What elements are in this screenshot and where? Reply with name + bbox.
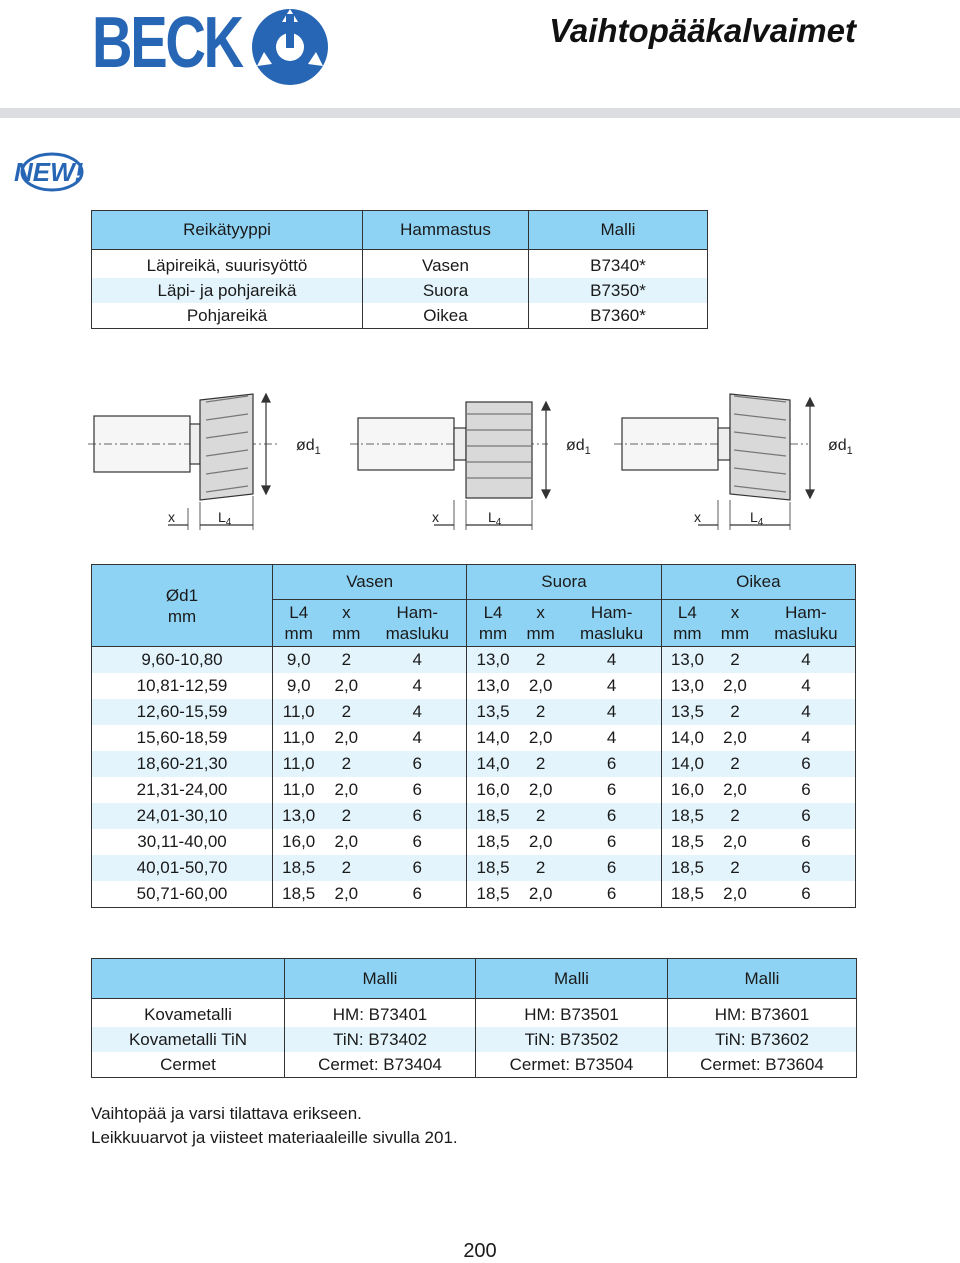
sub-header-teeth: Ham- masluku [563, 600, 662, 647]
table-cell: 11,0 [273, 699, 325, 725]
table-cell: 2,0 [528, 728, 553, 747]
table-cell: HM: B73501 [476, 999, 668, 1028]
table-row [92, 1052, 857, 1078]
table-cell: 6 [412, 832, 422, 851]
diameter-label-2: $ød_1$ [566, 437, 591, 457]
table-cell: 16,0 [467, 777, 519, 803]
diameter-header-line2: mm [167, 606, 197, 626]
table-cell: 2 [519, 699, 563, 725]
table-cell: 4 [606, 728, 617, 747]
table-cell: 6 [368, 803, 467, 829]
table-cell: Cermet [160, 1054, 216, 1074]
table-cell: 2,0 [334, 728, 359, 747]
table-row [92, 777, 856, 803]
diameter-label-1: $ød_1$ [296, 437, 321, 457]
footnote: Leikkuuarvot ja viisteet materiaaleille sivulla 201. [91, 1128, 458, 1147]
footnote: Vaihtopää ja varsi tilattava erikseen. [91, 1104, 362, 1123]
table-cell: 13,0 [467, 647, 519, 674]
table-cell: Suora [363, 278, 529, 303]
table-cell: 13,0 [661, 647, 713, 674]
diameter-header [92, 565, 273, 647]
table-cell: Kovametalli TiN [92, 1027, 285, 1052]
diameter-range-cell: 21,31-24,00 [136, 780, 228, 799]
table-cell: 2 [713, 699, 757, 725]
l4-label-2: $L_4$ [488, 509, 502, 528]
table-cell: 14,0 [661, 725, 713, 751]
drawing-right-hand [614, 394, 814, 530]
diameter-range-cell: 12,60-15,59 [92, 699, 273, 725]
table-cell: 6 [606, 780, 617, 799]
table-cell: 13,0 [273, 803, 325, 829]
table-cell: 18,5 [661, 855, 713, 881]
table-cell: 18,5 [661, 803, 713, 829]
diameter-range-cell: 24,01-30,10 [92, 803, 273, 829]
table-cell: TiN: B73502 [476, 1027, 668, 1052]
l4-label-1: $L_4$ [218, 509, 232, 528]
table-header [92, 959, 285, 999]
diameter-range-cell: 15,60-18,59 [136, 728, 228, 747]
table-cell: 2,0 [723, 728, 747, 747]
table-cell: 4 [757, 647, 856, 674]
table-cell: 2,0 [528, 832, 553, 851]
diameter-range-cell: 30,11-40,00 [137, 832, 227, 851]
hole-type-table [91, 210, 708, 329]
table-cell: 2,0 [334, 884, 359, 903]
table-cell: 13,5 [661, 699, 713, 725]
table-header: Hammastus [363, 211, 529, 250]
table-cell: Läpireikä, suurisyöttö [92, 250, 363, 279]
table-cell: 6 [757, 751, 856, 777]
x-label-1: x [168, 509, 175, 525]
table-cell: Pohjareikä [92, 303, 363, 329]
table-cell: 9,0 [273, 647, 325, 674]
table-row [92, 999, 857, 1028]
group-header-vasen: Vasen [273, 565, 467, 600]
table-cell: 18,5 [467, 829, 519, 855]
table-row [92, 673, 856, 699]
table-header: Malli [476, 959, 668, 999]
diameter-header-line1: Ød1 [165, 585, 199, 605]
table-row [92, 699, 856, 725]
table-cell: 14,0 [661, 751, 713, 777]
table-cell: 6 [412, 884, 422, 903]
brand-logo-text: BECK [92, 3, 242, 83]
sub-header-teeth: Ham- masluku [368, 600, 467, 647]
table-cell: 2 [713, 803, 757, 829]
sub-header-l4: L4 mm [273, 600, 325, 647]
table-header: Malli [285, 959, 476, 999]
table-row [92, 855, 856, 881]
drawing-straight [350, 402, 550, 530]
table-cell: 2 [324, 803, 368, 829]
table-row [92, 751, 856, 777]
table-cell: 2 [519, 803, 563, 829]
table-cell: 18,5 [273, 855, 325, 881]
table-cell: 4 [801, 676, 811, 695]
table-cell: 2,0 [334, 780, 359, 799]
table-cell: 18,5 [467, 881, 519, 908]
table-cell: 14,0 [467, 751, 519, 777]
table-cell: 6 [563, 751, 662, 777]
table-cell: 4 [801, 728, 811, 747]
table-header: Malli [529, 211, 708, 250]
table-header: Reikätyyppi [92, 211, 363, 250]
dimensions-table [91, 564, 856, 908]
table-cell: 6 [368, 855, 467, 881]
table-cell: 2 [324, 855, 368, 881]
table-cell: 6 [563, 803, 662, 829]
page-title: Vaihtopääkalvaimet [549, 12, 856, 49]
table-cell: 18,5 [467, 855, 519, 881]
table-row [92, 803, 856, 829]
x-label-3: x [694, 509, 701, 525]
table-cell: HM: B73601 [668, 999, 857, 1028]
table-cell: 4 [563, 647, 662, 674]
reamer-drawings [88, 380, 868, 540]
table-cell: 2,0 [528, 780, 553, 799]
table-cell: 2 [519, 855, 563, 881]
table-cell: 2 [713, 751, 757, 777]
dimensions-table-body [92, 647, 856, 908]
sub-header-x: x mm [713, 600, 757, 647]
diameter-range-cell: 18,60-21,30 [92, 751, 273, 777]
table-row [92, 303, 708, 329]
table-cell: 2,0 [723, 832, 747, 851]
table-cell: 4 [563, 699, 662, 725]
table-cell: B7340* [529, 250, 708, 279]
table-cell: Kovametalli [144, 1004, 232, 1024]
table-cell: 2 [713, 855, 757, 881]
page-number: 200 [463, 1240, 497, 1262]
table-cell: 2,0 [723, 884, 747, 903]
diameter-range-cell: 50,71-60,00 [136, 884, 228, 903]
table-cell: 4 [412, 728, 422, 747]
sub-header-x: x mm [519, 600, 563, 647]
diameter-range-cell: 40,01-50,70 [92, 855, 273, 881]
table-cell: TiN: B73602 [668, 1027, 857, 1052]
table-cell: 2,0 [528, 676, 553, 695]
table-row [92, 881, 856, 908]
header-divider [0, 108, 960, 118]
table-cell: 6 [606, 832, 617, 851]
table-cell: 6 [412, 780, 422, 799]
table-cell: 2 [324, 699, 368, 725]
table-cell: 13,0 [661, 673, 713, 699]
table-cell: 2 [324, 751, 368, 777]
drawing-left-hand [88, 394, 278, 530]
page-header [0, 0, 960, 110]
brand-logo-icon [250, 4, 330, 90]
diameter-label-3: $ød_1$ [828, 437, 853, 457]
table-cell: 6 [606, 884, 617, 903]
table-cell: B7360* [529, 303, 708, 329]
table-cell: 18,5 [273, 881, 325, 908]
table-cell: 6 [563, 855, 662, 881]
table-cell: 2,0 [334, 832, 359, 851]
table-cell: 18,5 [661, 829, 713, 855]
table-cell: 2 [519, 751, 563, 777]
table-cell: 4 [368, 647, 467, 674]
table-cell: 2 [713, 647, 757, 674]
table-cell: TiN: B73402 [285, 1027, 476, 1052]
table-header: Malli [668, 959, 857, 999]
table-cell: Cermet: B73404 [285, 1052, 476, 1078]
table-cell: 2,0 [723, 676, 747, 695]
table-row [92, 278, 708, 303]
table-row [92, 250, 708, 279]
table-cell: 11,0 [273, 751, 325, 777]
table-row [92, 725, 856, 751]
table-cell: 2 [519, 647, 563, 674]
table-cell: 6 [801, 884, 811, 903]
x-label-2: x [432, 509, 439, 525]
table-cell: 4 [757, 699, 856, 725]
l4-label-3: $L_4$ [750, 509, 764, 528]
table-cell: 11,0 [273, 777, 325, 803]
group-header-oikea: Oikea [661, 565, 855, 600]
table-cell: 4 [412, 676, 422, 695]
table-cell: Vasen [363, 250, 529, 279]
table-cell: Läpi- ja pohjareikä [92, 278, 363, 303]
table-cell: 2,0 [723, 780, 747, 799]
sub-header-x: x mm [324, 600, 368, 647]
sub-header-l4: L4 mm [661, 600, 713, 647]
sub-header-teeth: Ham- masluku [757, 600, 856, 647]
footnotes [91, 1102, 458, 1150]
table-cell: 6 [757, 803, 856, 829]
table-row [92, 829, 856, 855]
table-cell: 4 [606, 676, 617, 695]
table-cell: 4 [368, 699, 467, 725]
table-cell: HM: B73401 [285, 999, 476, 1028]
table-cell: 13,5 [467, 699, 519, 725]
sub-header-l4: L4 mm [467, 600, 519, 647]
table-cell: Cermet: B73604 [668, 1052, 857, 1078]
table-cell: 9,0 [273, 673, 325, 699]
table-row [92, 647, 856, 674]
table-cell: 6 [801, 780, 811, 799]
table-cell: 13,0 [467, 673, 519, 699]
table-cell: Oikea [363, 303, 529, 329]
table-cell: 11,0 [273, 725, 325, 751]
group-header-suora: Suora [467, 565, 661, 600]
table-cell: B7350* [529, 278, 708, 303]
table-cell: 14,0 [467, 725, 519, 751]
table-cell: Cermet: B73504 [476, 1052, 668, 1078]
table-cell: 6 [368, 751, 467, 777]
material-table [91, 958, 857, 1078]
table-cell: 16,0 [661, 777, 713, 803]
table-cell: 2 [324, 647, 368, 674]
table-cell: 6 [757, 855, 856, 881]
table-cell: 18,5 [661, 881, 713, 908]
diameter-range-cell: 9,60-10,80 [92, 647, 273, 674]
table-cell: 16,0 [273, 829, 325, 855]
diameter-range-cell: 10,81-12,59 [136, 676, 228, 695]
table-cell: 6 [801, 832, 811, 851]
table-row [92, 1027, 857, 1052]
table-cell: 18,5 [467, 803, 519, 829]
table-cell: 2,0 [334, 676, 359, 695]
table-cell: 2,0 [528, 884, 553, 903]
new-badge-label: NEW! [14, 157, 84, 187]
